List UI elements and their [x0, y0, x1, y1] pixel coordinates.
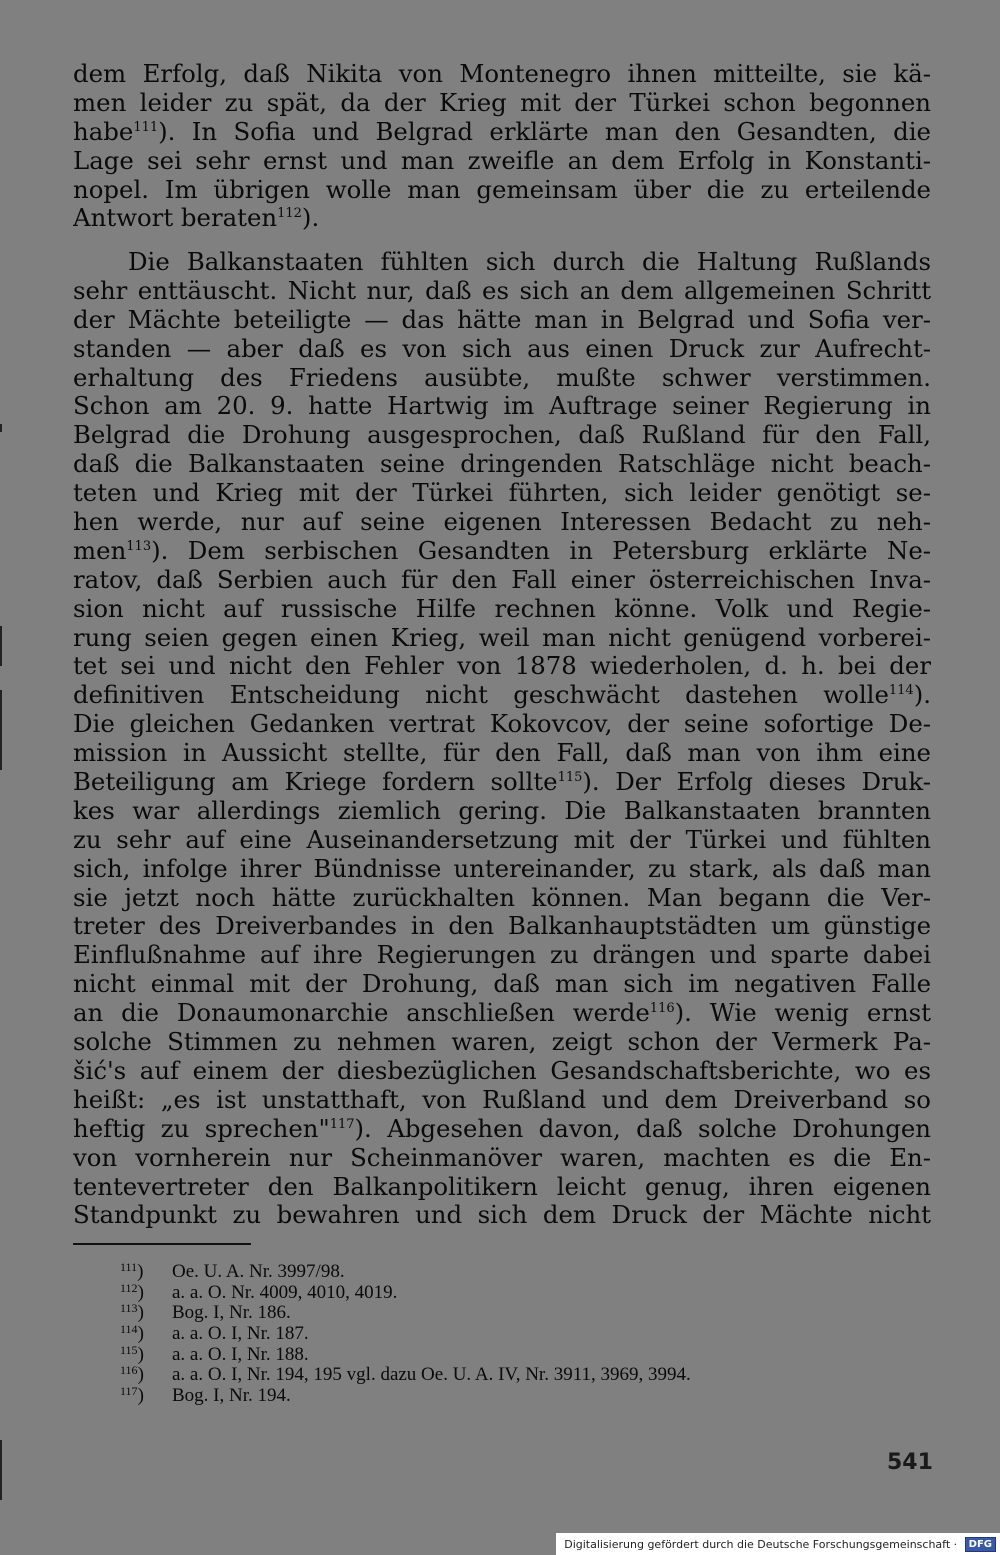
footnote-ref: 114 [888, 683, 914, 699]
text-line [73, 681, 931, 710]
footnote-text: Bog. I, Nr. 194. [172, 1385, 291, 1407]
text-line: sion nicht auf russische Hilfe rechnen könne. Volk und Regie- [73, 594, 931, 623]
text-line [73, 999, 931, 1028]
text-line [73, 1115, 931, 1144]
text-line: Lage sei sehr ernst und man zweifle an dem Erfolg in Konstanti- [73, 146, 931, 175]
footnotes [120, 1262, 940, 1407]
text-line: Einflußnahme auf ihre Regierungen zu drängen und sparte dabei [73, 941, 931, 970]
text-fragment: ). [913, 681, 931, 710]
text-fragment: an die Donaumonarchie anschließen werde [73, 999, 650, 1028]
footnote-text: a. a. O. I, Nr. 188. [172, 1343, 309, 1365]
text-line [73, 768, 931, 797]
text-line: Die gleichen Gedanken vertrat Kokovcov, der seine sofortige De- [73, 710, 931, 739]
footnote-number: $^{111}$) [120, 1260, 144, 1282]
footnote-text: Oe. U. A. Nr. 3997/98. [172, 1261, 345, 1282]
scan-edge-mark [0, 1440, 2, 1500]
text-line: Standpunkt zu bewahren und sich dem Druck der Mächte nicht [73, 1201, 931, 1230]
paragraph-1 [73, 60, 931, 238]
text-line: der Mächte beteiligte — das hätte man in Belgrad und Sofia ver- [73, 305, 931, 334]
text-line: tentevertreter den Balkanpolitikern leicht genug, ihren eigenen [73, 1172, 931, 1201]
text-line: treter des Dreiverbandes in den Balkanhauptstädten um günstige [73, 912, 931, 941]
footnote-ref: 113 [126, 538, 152, 554]
text-line: mission in Aussicht stellte, für den Fall, daß man von ihm eine [73, 739, 931, 768]
scan-edge-mark [0, 626, 2, 666]
text-line [73, 118, 931, 147]
text-line: dem Erfolg, daß Nikita von Montenegro ihnen mitteilte, sie kä- [73, 60, 931, 88]
text-line [73, 537, 931, 566]
text-fragment: ). Dem serbischen Gesandten in Petersburg erklärte Ne- [151, 536, 931, 565]
dfg-logo-icon: DFG [965, 1537, 996, 1552]
text-line: kes war allerdings ziemlich gering. Die Balkanstaaten brannten [73, 796, 931, 825]
footnote-number: $^{114}$) [120, 1322, 144, 1345]
text-fragment: ). Der Erfolg dieses Druk- [582, 768, 931, 797]
text-line: daß die Balkanstaaten seine dringenden Ratschläge nicht beach- [73, 450, 931, 479]
text-line: sie jetzt noch hätte zurückhalten können. Man begann die Ver- [73, 883, 931, 912]
text-fragment: ). Abgesehen davon, daß solche Drohungen [354, 1114, 931, 1143]
text-line: solche Stimmen zu nehmen waren, zeigt schon der Vermerk Pa- [73, 1028, 931, 1057]
credit-text: Digitalisierung gefördert durch die Deutsche Forschungsgemeinschaft [564, 1537, 951, 1551]
footnote-number: $^{113}$) [120, 1301, 144, 1324]
text-fragment: ). Wie wenig ernst [674, 999, 931, 1028]
text-line: Die Balkanstaaten fühlten sich durch die Haltung Rußlands [128, 248, 931, 276]
footnote-item [120, 1280, 940, 1304]
text-line: sich, infolge ihrer Bündnisse untereinander, zu stark, als daß man [73, 854, 931, 883]
footnote-ref: 111 [133, 119, 159, 135]
footnote-text: a. a. O. Nr. 4009, 4010, 4019. [172, 1281, 398, 1303]
text-line: hen werde, nur auf seine eigenen Interessen Bedacht zu neh- [73, 508, 931, 537]
footnote-separator [73, 1243, 251, 1245]
text-line: erhaltung des Friedens ausübte, mußte schwer verstimmen. [73, 363, 931, 392]
text-line: ratov, daß Serbien auch für den Fall einer österreichischen Inva- [73, 565, 931, 594]
footnote-item [120, 1342, 940, 1366]
scan-edge-mark [0, 690, 2, 770]
footnote-item [120, 1262, 940, 1283]
footnote-number: $^{116}$) [120, 1363, 144, 1386]
footnote-number: $^{115}$) [120, 1342, 144, 1365]
scan-edge-mark [0, 424, 2, 432]
footnote-text: a. a. O. I, Nr. 187. [172, 1323, 309, 1345]
text-fragment: habe [73, 117, 134, 146]
text-line: heißt: „es ist unstatthaft, von Rußland und dem Dreiverband so [73, 1085, 931, 1114]
footnote-ref: 112 [277, 206, 302, 222]
body-text [73, 60, 931, 1230]
text-line: teten und Krieg mit der Türkei führten, sich leider genötigt se- [73, 479, 931, 508]
footnote-item [120, 1365, 940, 1386]
footnote-text: a. a. O. I, Nr. 194, 195 vgl. dazu Oe. U. A. IV, Nr. 3911, 3969, 3994. [172, 1364, 691, 1386]
text-line: Schon am 20. 9. hatte Hartwig im Auftrage seiner Regierung in [73, 392, 931, 421]
digitization-credit [556, 1533, 1000, 1555]
page-number: 541 [887, 1450, 933, 1475]
text-line: sehr enttäuscht. Nicht nur, daß es sich an dem allgemeinen Schritt [73, 276, 931, 305]
text-line: von vornherein nur Scheinmanöver waren, machten es die En- [73, 1143, 931, 1172]
footnote-text: Bog. I, Nr. 186. [172, 1302, 291, 1324]
text-line: nicht einmal mit der Drohung, daß man sich im negativen Falle [73, 970, 931, 999]
footnote-item [120, 1324, 940, 1345]
footnote-ref: 116 [649, 1001, 675, 1017]
text-fragment: ). In Sofia und Belgrad erklärte man den Gesandten, die [158, 117, 931, 146]
text-line: nopel. Im übrigen wolle man gemeinsam über die zu erteilende [73, 175, 931, 204]
footnote-item [120, 1386, 940, 1407]
text-fragment: men [73, 536, 127, 565]
text-fragment: Antwort beraten [73, 204, 278, 233]
text-fragment: definitiven Entscheidung nicht geschwächt dastehen wolle [73, 681, 889, 710]
footnote-item [120, 1303, 940, 1324]
text-line [73, 204, 931, 233]
text-fragment: ). [301, 204, 320, 233]
text-line: men leider zu spät, da der Krieg mit der Türkei schon begonnen [73, 88, 931, 117]
footnote-ref: 115 [557, 770, 583, 786]
text-line: tet sei und nicht den Fehler von 1878 wiederholen, d. h. bei der [73, 652, 931, 681]
footnote-ref: 117 [329, 1116, 355, 1132]
text-line: rung seien gegen einen Krieg, weil man nicht genügend vorberei- [73, 623, 931, 652]
text-fragment: heftig zu sprechen" [73, 1114, 330, 1143]
text-line: zu sehr auf eine Auseinandersetzung mit der Türkei und fühlten [73, 825, 931, 854]
text-fragment: Beteiligung am Kriege fordern sollte [73, 768, 558, 797]
footnote-number: $^{112}$) [120, 1280, 144, 1303]
footnote-number: $^{117}$) [120, 1384, 144, 1407]
credit-separator: · [950, 1537, 961, 1551]
text-line: standen — aber daß es von sich aus einen Druck zur Aufrecht- [73, 334, 931, 363]
text-line: Belgrad die Drohung ausgesprochen, daß Rußland für den Fall, [73, 421, 931, 450]
paragraph-2 [73, 248, 931, 1230]
text-line: šić's auf einem der diesbezüglichen Gesandschaftsberichte, wo es [73, 1056, 931, 1085]
